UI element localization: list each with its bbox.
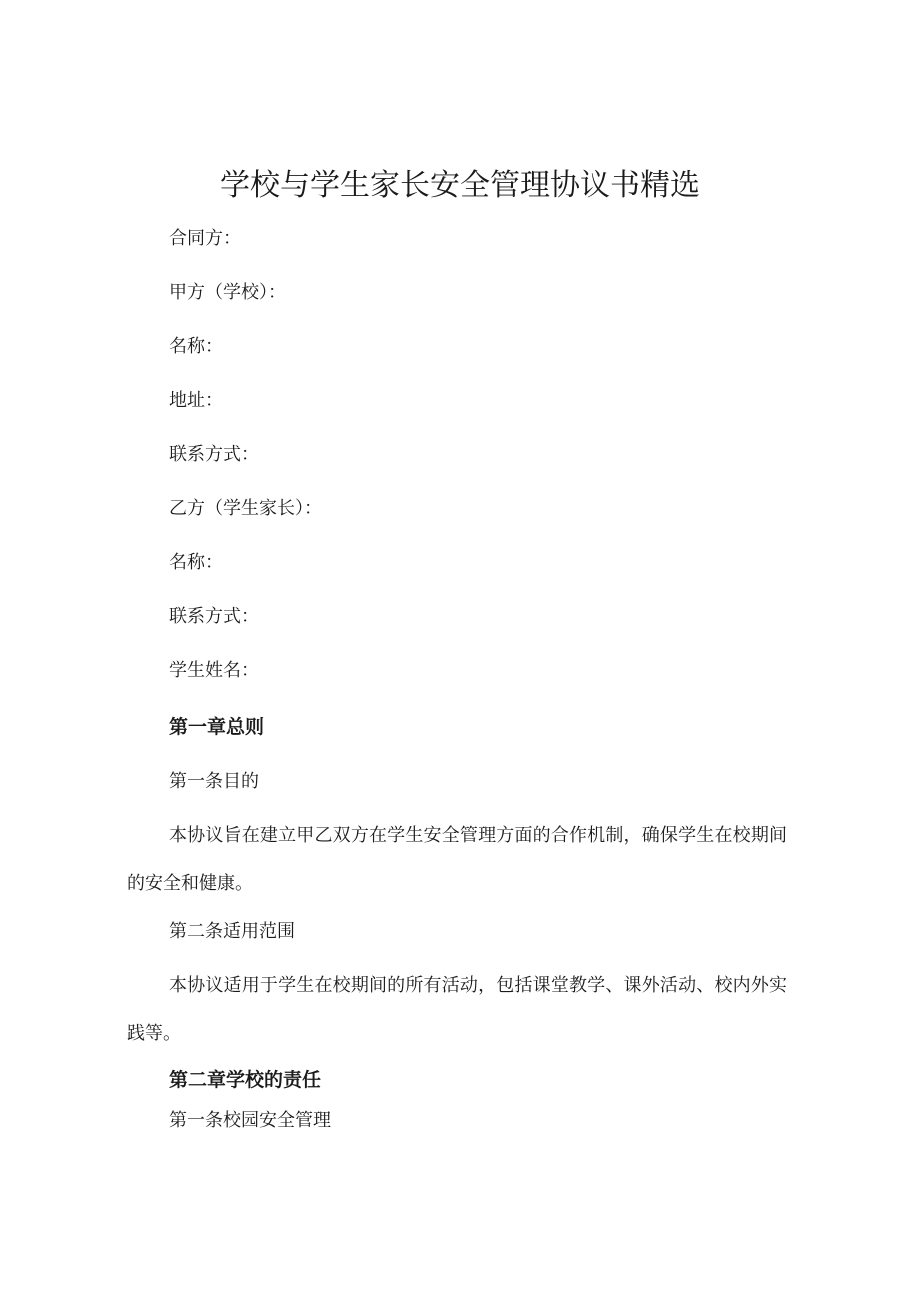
party-a-name-label: 名称：	[169, 336, 223, 357]
party-a-contact-label: 联系方式：	[169, 444, 259, 465]
chapter-2-article-1-title: 第一条校园安全管理	[169, 1110, 331, 1131]
party-a-address-label: 地址：	[169, 390, 223, 411]
party-b-contact-label: 联系方式：	[169, 606, 259, 627]
chapter-1-article-1-title: 第一条目的	[169, 771, 259, 792]
chapter-1-article-2-text: 本协议适用于学生在校期间的所有活动，包括课堂教学、课外活动、校内外实践等。	[127, 975, 787, 1044]
chapter-1-article-2-title: 第二条适用范围	[169, 921, 295, 942]
student-name-label: 学生姓名：	[169, 660, 259, 681]
document-title: 学校与学生家长安全管理协议书精选	[220, 168, 700, 203]
party-a-header: 甲方（学校）：	[169, 282, 286, 303]
contract-parties-label: 合同方：	[169, 228, 241, 249]
chapter-2-heading: 第二章学校的责任	[169, 1069, 322, 1091]
party-b-header: 乙方（学生家长）：	[169, 498, 322, 519]
chapter-1-heading: 第一章总则	[169, 716, 265, 738]
chapter-1-article-1-text: 本协议旨在建立甲乙双方在学生安全管理方面的合作机制，确保学生在校期间的安全和健康。	[127, 825, 787, 894]
party-b-name-label: 名称：	[169, 552, 223, 573]
